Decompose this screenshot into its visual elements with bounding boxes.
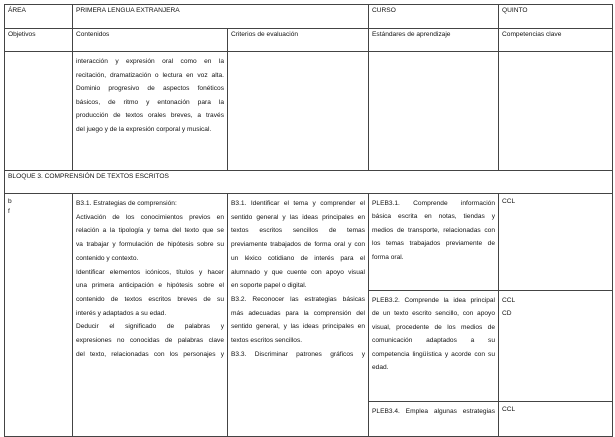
standard-line: visual, procedente de los medios de (372, 323, 496, 331)
competence-code: CCL (502, 198, 516, 205)
criteria-list (228, 194, 369, 437)
criteria-line: B3.1. Identificar el tema y comprender el (231, 200, 366, 207)
content-line: Activación de los conocimientos previos en (76, 213, 224, 221)
content-line: va trabajar y formulación de hipótesis sobre su (76, 241, 224, 249)
content-line: interés y adaptados a su edad. (76, 309, 167, 317)
standard-line: medios de transporte, relacionadas con (372, 226, 496, 234)
subject-name: PRIMERA LENGUA EXTRANJERA (73, 5, 369, 29)
content-line: relación a la tipología y tema del texto que se (76, 227, 224, 235)
criteria-line: textos escritos sencillos. (231, 337, 303, 345)
criteria-cell (228, 52, 369, 171)
criteria-header: Criterios de evaluación (228, 29, 369, 52)
course-value: QUINTO (499, 5, 613, 29)
criteria-line: sentido general, y las ideas principales en (231, 323, 366, 331)
content-line: producción de textos orales breves, a través (76, 112, 224, 119)
standard-line: PLEB3.2. Comprende la idea principal (372, 297, 496, 304)
objectives-cell (5, 52, 73, 171)
block-title: BLOQUE 3. COMPRENSIÓN DE TEXTOS ESCRITOS (5, 171, 613, 194)
standard-line: los temas trabajados previamente de (372, 240, 496, 248)
competence-code: CCL (502, 406, 516, 413)
contents-list (73, 194, 228, 437)
standard-line: básica escrita en notas, tiendas y (372, 213, 496, 221)
standard-1 (369, 194, 498, 291)
block-title-row (5, 171, 613, 194)
content-line: recitación, dramatización o lectura en voz alta. (76, 71, 224, 79)
content-line: Identificar elementos icónicos, títulos y hacer (76, 268, 224, 276)
standard-line: PLEB3.1. Comprende información (372, 200, 496, 207)
objective-item: f (8, 208, 10, 215)
content-line: una primera anticipación e hipótesis sobre el (76, 282, 224, 290)
criteria-line: en soporte papel o digital. (231, 282, 307, 290)
standards-header: Estándares de aprendizaje (369, 29, 499, 52)
course-label: CURSO (369, 5, 499, 29)
criteria-line: textos escritos sencillos de temas (231, 227, 366, 235)
content-line: contenido y contexto. (76, 254, 139, 262)
criteria-line: B3.3. Discriminar patrones gráficos y (231, 350, 366, 358)
curriculum-table (4, 4, 613, 437)
standard-line: de un texto escrito sencillo, con apoyo (372, 310, 496, 318)
content-line: expresiones no conocidas de palabras clave (76, 337, 224, 345)
subheader-row (5, 29, 613, 52)
content-line: Deducir el significado de palabras y (76, 323, 224, 331)
objectives-header: Objetivos (5, 29, 73, 52)
competence-group-1 (499, 194, 612, 291)
content-line: del juego y de la expresión corporal y musical. (76, 125, 212, 133)
competence-group-3 (499, 402, 612, 431)
standards-column (369, 194, 499, 437)
standard-line: comunicación adaptados a su (372, 337, 496, 345)
competence-group-2 (499, 291, 612, 402)
standard-line: edad. (372, 364, 389, 372)
header-row (5, 5, 613, 29)
content-line: Dominio progresivo de aspectos fonéticos (76, 85, 224, 92)
standard-3 (369, 402, 498, 431)
area-label: ÁREA (5, 5, 73, 29)
competence-code: CD (502, 310, 512, 317)
competences-column (499, 194, 613, 437)
content-line: contenido de textos escritos breves de su (76, 295, 224, 303)
block-body-row (5, 194, 613, 437)
criteria-line: alumnado y que cuente con apoyo visual (231, 268, 366, 276)
standard-2 (369, 291, 498, 402)
criteria-line: B3.2. Reconocer las estrategias básicas (231, 295, 366, 303)
competences-header: Competencias clave (499, 29, 613, 52)
objectives-list (5, 194, 73, 437)
competence-code: CCL (502, 297, 516, 304)
criteria-line: más adecuadas para la comprensión del (231, 309, 366, 317)
content-line: del texto, relacionadas con los personajes y (76, 350, 224, 358)
standards-cell (369, 52, 499, 171)
contents-header: Contenidos (73, 29, 228, 52)
content-line: B3.1. Estrategias de comprensión: (76, 200, 177, 207)
criteria-line: un léxico cotidiano de interés para el (231, 254, 366, 262)
content-line: básicos, de ritmo y entonación para la (76, 98, 224, 106)
standard-line: competencia lingüística y acorde con su (372, 350, 496, 358)
standard-line: forma oral. (372, 253, 404, 261)
criteria-line: sentido general y las ideas principales en (231, 213, 366, 221)
objective-item: b (8, 198, 12, 205)
standard-line: PLEB3.4. Emplea algunas estrategias (372, 408, 496, 415)
continuation-row (5, 52, 613, 171)
criteria-line: previamente trabajados de forma oral y con (231, 241, 366, 249)
content-line: interacción y expresión oral como en la (76, 58, 224, 65)
contents-cell (73, 52, 228, 171)
competences-cell (499, 52, 613, 171)
